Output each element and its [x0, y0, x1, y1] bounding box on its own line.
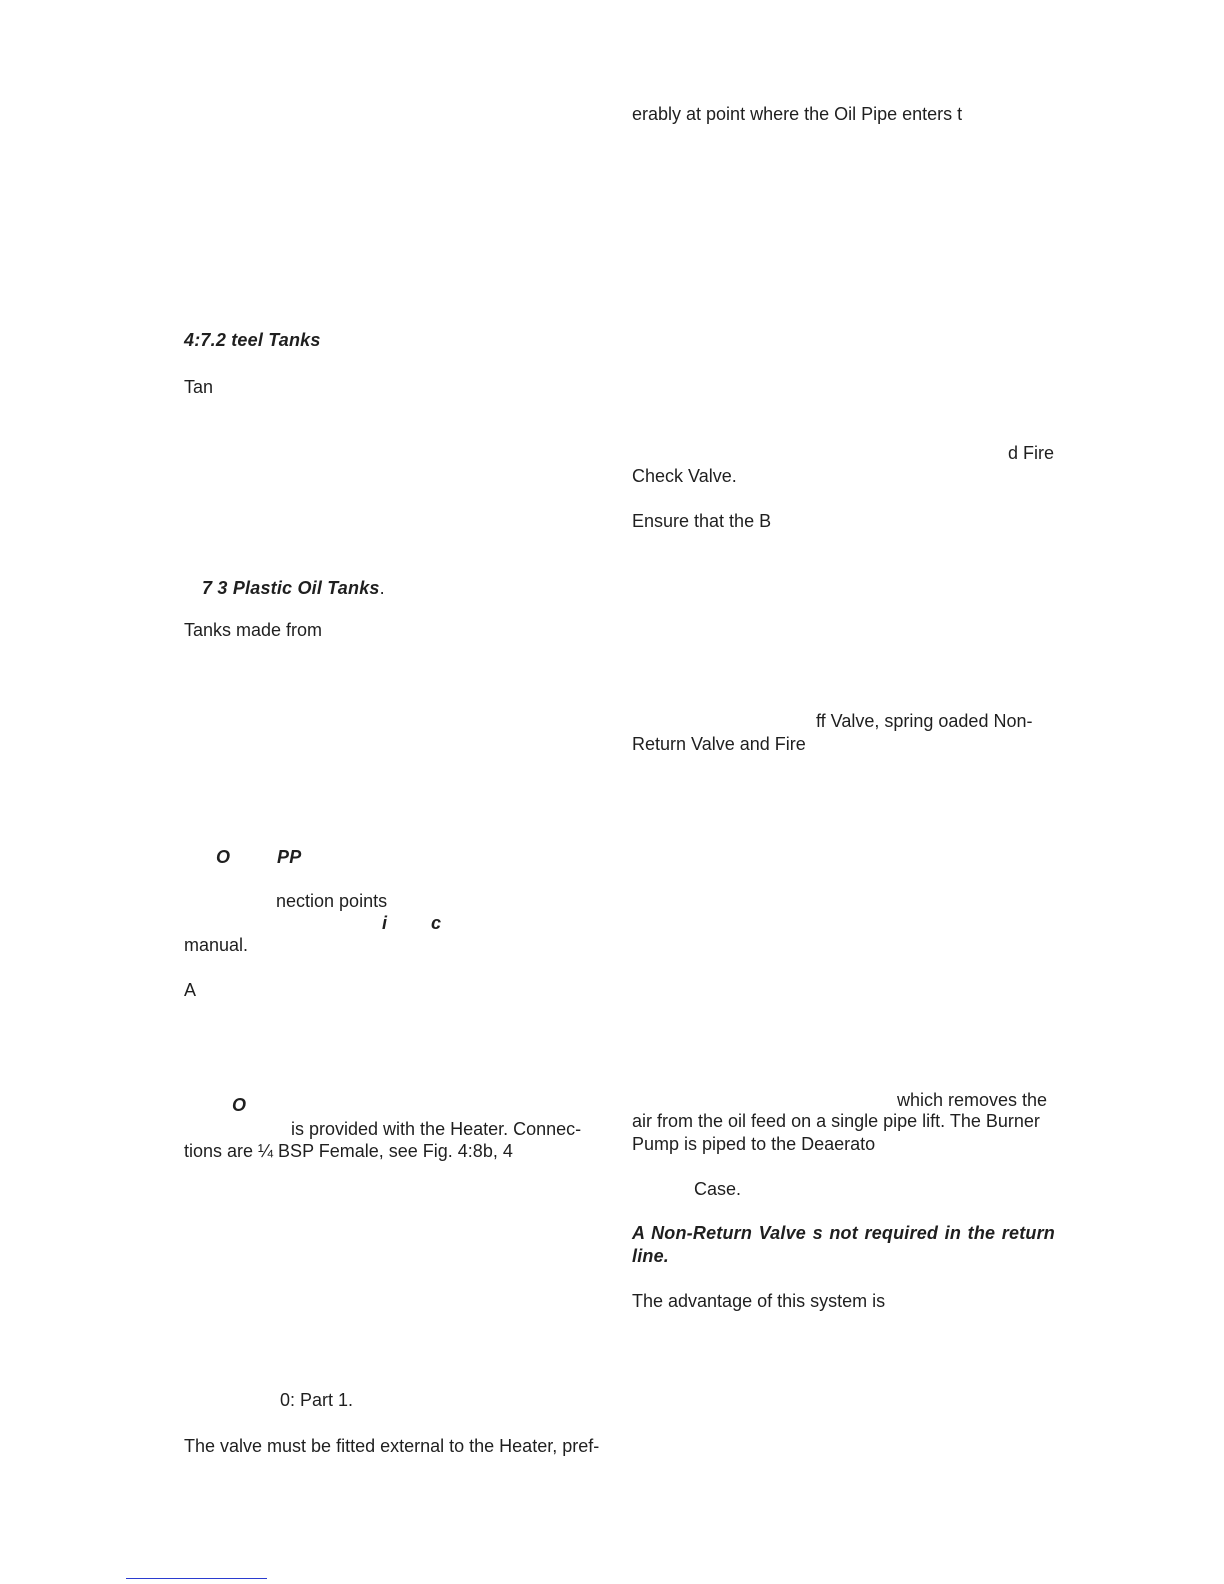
section-heading-fragment: PP [277, 847, 302, 867]
paragraph-line: air from the oil feed on a single pipe lift. The Burner [632, 1111, 1040, 1131]
paragraph-fragment: nection points [276, 891, 388, 911]
paragraph-fragment: Tan [184, 377, 214, 397]
paragraph-fragment: Tanks made from [184, 620, 323, 640]
italic-fragment: i [382, 913, 388, 933]
paragraph-line: Check Valve. [632, 466, 737, 486]
section-heading-steel-tanks: 4:7.2 teel Tanks [184, 330, 321, 350]
italic-fragment: c [431, 913, 442, 933]
paragraph-line: ff Valve, spring oaded Non- [816, 711, 1033, 731]
paragraph-fragment: manual. [184, 935, 249, 955]
paragraph-line: The advantage of this system is [632, 1291, 886, 1311]
paragraph-fragment: d Fire [1008, 443, 1055, 463]
section-heading-plastic-tanks [202, 577, 385, 600]
section-heading-fragment: O [216, 847, 231, 867]
note-non-return-valve: A Non-Return Valve s not required in the return [632, 1223, 1055, 1243]
footnote-rule [126, 1578, 267, 1579]
paragraph-line: The valve must be fitted external to the Heater, pref- [184, 1436, 600, 1456]
paragraph-line: tions are ¼ BSP Female, see Fig. 4:8b, 4 [184, 1141, 513, 1161]
paragraph-fragment: 0: Part 1. [280, 1390, 354, 1410]
paragraph-line: erably at point where the Oil Pipe enters t [632, 104, 963, 124]
note-non-return-valve-cont: line. [632, 1246, 670, 1266]
paragraph-line: is provided with the Heater. Connec- [291, 1119, 582, 1139]
paragraph-line: Return Valve and Fire [632, 734, 806, 754]
paragraph-fragment: Case. [694, 1179, 742, 1199]
section-heading-plastic-tanks-text: 7 3 Plastic Oil Tanks [202, 578, 380, 598]
paragraph-line: Pump is piped to the Deaerato [632, 1134, 876, 1154]
paragraph-fragment: Ensure that the B [632, 511, 772, 531]
paragraph-fragment: A [184, 980, 197, 1000]
section-heading-fragment: O [232, 1095, 247, 1115]
heading-period: . [379, 578, 385, 598]
paragraph-fragment: which removes the [897, 1090, 1048, 1110]
